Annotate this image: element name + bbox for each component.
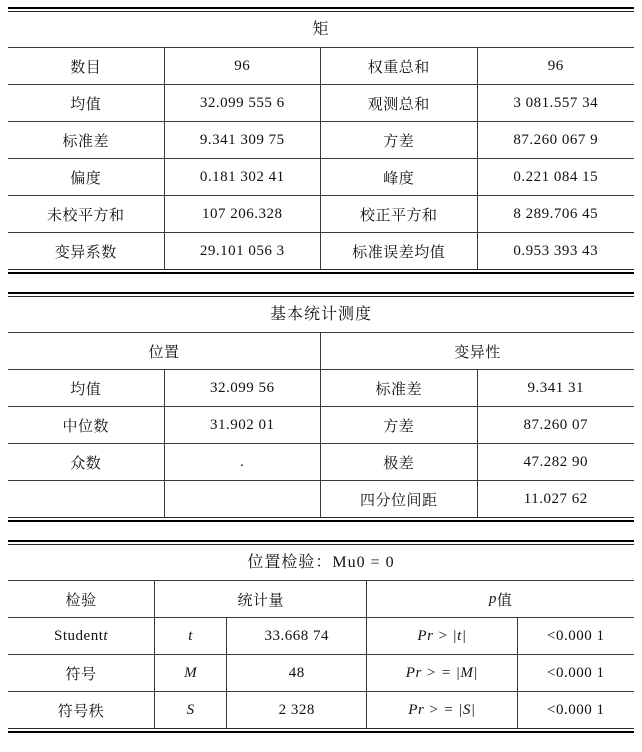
table-row: [8, 196, 634, 233]
stat-value: 9.341 31: [527, 379, 584, 396]
statistic-symbol: S: [155, 692, 227, 728]
basic-measures-grid: [8, 333, 634, 517]
location-tests-grid: [8, 581, 634, 728]
table-row: [8, 370, 634, 407]
table-row: [8, 159, 634, 196]
stat-value: 32.099 555 6: [165, 85, 322, 121]
column-header-statistic: 统计量: [155, 581, 367, 617]
basic-measures-table: [8, 292, 634, 522]
stat-value: 96: [547, 57, 564, 74]
moments-table-title: 矩: [8, 12, 634, 48]
pr-expression: Pr > = |S|: [367, 692, 517, 728]
test-name-text: Student: [54, 627, 104, 644]
stat-value: 32.099 56: [165, 370, 322, 406]
moments-table: [8, 7, 634, 274]
moments-grid: [8, 48, 634, 269]
test-name: [8, 618, 155, 654]
test-row: [8, 655, 634, 692]
statistic-symbol: t: [155, 618, 227, 654]
stat-value: 87.260 067 9: [513, 131, 599, 148]
test-name-text: 符号: [65, 666, 97, 683]
p-value-label-rest: 值: [496, 592, 513, 609]
pr-expression: Pr > = |M|: [367, 655, 517, 691]
statistic-symbol: M: [155, 655, 227, 691]
pr-expression: Pr > |t|: [367, 618, 517, 654]
stat-label: 极差: [321, 444, 478, 480]
test-name: [8, 692, 155, 728]
column-header-location: 位置: [8, 333, 321, 369]
column-header-row: [8, 333, 634, 370]
stat-label: 四分位间距: [321, 481, 478, 517]
basic-measures-table-title: 基本统计测度: [8, 297, 634, 333]
column-header-row: [8, 581, 634, 618]
stat-label: 标准差: [321, 370, 478, 406]
stat-value: .: [165, 444, 322, 480]
stat-label: 标准误差均值: [321, 233, 478, 269]
p-value: <0.000 1: [547, 701, 605, 718]
double-rule-bottom: [8, 269, 634, 274]
stat-label: 峰度: [321, 159, 478, 195]
stat-label: 变异系数: [8, 233, 165, 269]
stat-label: 未校平方和: [8, 196, 165, 232]
location-tests-table: [8, 540, 634, 733]
p-symbol: p: [488, 590, 497, 607]
stat-value: 96: [165, 48, 322, 84]
statistic-value: 33.668 74: [227, 618, 367, 654]
stat-label: 偏度: [8, 159, 165, 195]
table-row: [8, 444, 634, 481]
column-header-variability: 变异性: [454, 344, 501, 361]
stat-label: 标准差: [8, 122, 165, 158]
column-header-test: 检验: [8, 581, 155, 617]
location-tests-table-title: 位置检验：Mu0 = 0: [8, 545, 634, 581]
test-name-italic: t: [103, 627, 109, 644]
double-rule-bottom: [8, 517, 634, 522]
table-row: [8, 407, 634, 444]
stat-value: 0.953 393 43: [513, 242, 599, 259]
stat-label-empty: [8, 481, 165, 517]
stat-label: 权重总和: [321, 48, 478, 84]
table-row: [8, 48, 634, 85]
table-row: [8, 85, 634, 122]
test-row: [8, 692, 634, 728]
stat-label: 观测总和: [321, 85, 478, 121]
stat-value: 0.221 084 15: [513, 168, 599, 185]
stat-label: 校正平方和: [321, 196, 478, 232]
stat-value-empty: [165, 481, 322, 517]
stat-value: 47.282 90: [523, 453, 588, 470]
test-row: [8, 618, 634, 655]
stat-label: 方差: [321, 407, 478, 443]
double-rule-bottom: [8, 728, 634, 733]
test-name-text: 符号秩: [57, 703, 105, 720]
stat-label: 众数: [8, 444, 165, 480]
stat-value: 31.902 01: [165, 407, 322, 443]
stat-label: 均值: [8, 370, 165, 406]
stat-label: 方差: [321, 122, 478, 158]
stat-label: 数目: [8, 48, 165, 84]
stat-value: 87.260 07: [523, 416, 588, 433]
stat-label: 中位数: [8, 407, 165, 443]
stat-value: 3 081.557 34: [513, 94, 599, 111]
p-value: <0.000 1: [547, 627, 605, 644]
test-name: [8, 655, 155, 691]
stat-value: 11.027 62: [523, 490, 588, 507]
p-value: <0.000 1: [547, 664, 605, 681]
stat-label: 均值: [8, 85, 165, 121]
stat-value: 9.341 309 75: [165, 122, 322, 158]
statistic-value: 48: [227, 655, 367, 691]
column-header-p-value: [367, 581, 634, 617]
stat-value: 8 289.706 45: [513, 205, 599, 222]
stat-value: 29.101 056 3: [165, 233, 322, 269]
statistic-value: 2 328: [227, 692, 367, 728]
stat-value: 0.181 302 41: [165, 159, 322, 195]
table-row: [8, 233, 634, 269]
table-row: [8, 122, 634, 159]
stat-value: 107 206.328: [165, 196, 322, 232]
table-row: [8, 481, 634, 517]
